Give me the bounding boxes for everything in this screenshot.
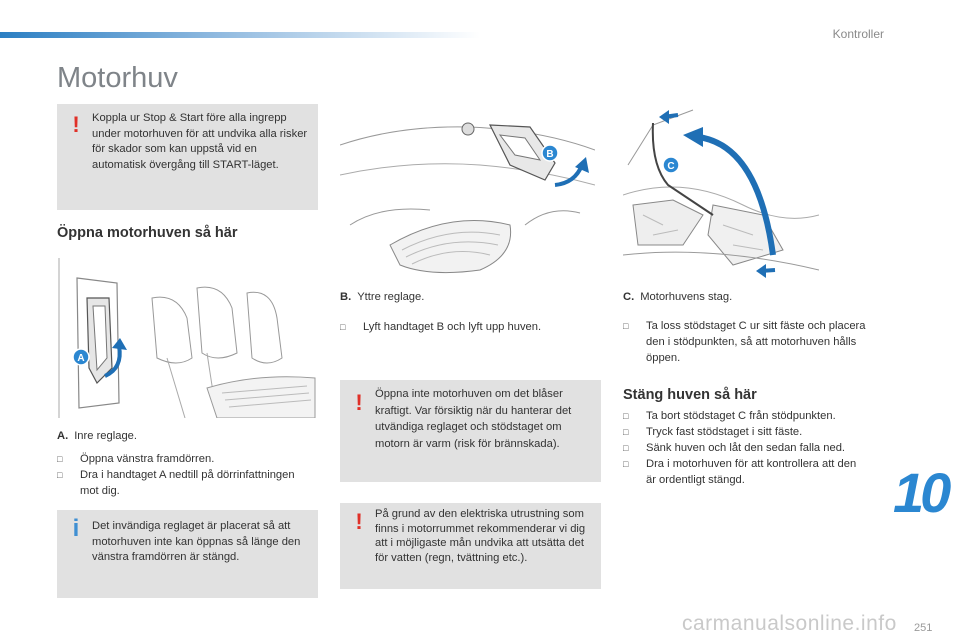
illustration-exterior-release (340, 105, 595, 278)
caption-a-label: A. (57, 430, 69, 442)
open-hood-heading: Öppna motorhuven så här (57, 225, 238, 241)
caption-b-text: Yttre reglage. (357, 291, 425, 303)
list-item: □ Öppna vänstra framdörren. (57, 451, 307, 467)
warning-icon: ! (355, 390, 363, 415)
steps-exterior (340, 319, 595, 335)
list-item: □ Dra i motorhuven för att kontrollera att den är ordentligt stängd. (623, 456, 868, 488)
info-icon: i (72, 515, 80, 542)
steps-interior (57, 451, 307, 499)
list-item: □ Ta loss stödstaget C ur sitt fäste och placera den i stödpunkten, så att motorhuven hålls öppen. (623, 318, 868, 366)
warning-text: På grund av den elektriska utrustning som finns i motorrummet rekommenderar vi dig att i möjligaste mån undvika att utsätta det för vatten (regn, tvättning etc.). (375, 508, 586, 564)
caption-c (623, 291, 732, 303)
watermark: carmanualsonline.info (682, 612, 897, 635)
info-text: Det invändiga reglaget är placerat så att motorhuven inte kan öppnas så länge den vänstra framdörren är stängd. (92, 520, 301, 563)
marker-c: C (667, 161, 675, 172)
caption-a-text: Inre reglage. (74, 430, 138, 442)
page-title: Motorhuv (57, 62, 178, 94)
header-accent-bar (0, 32, 480, 38)
warning-box-electric (340, 503, 601, 589)
page-number: 251 (914, 622, 933, 634)
chapter-number: 10 (893, 461, 948, 524)
illustration-interior-release (57, 258, 318, 418)
list-item: □ Tryck fast stödstaget i sitt fäste. (623, 424, 868, 440)
marker-a: A (77, 353, 85, 364)
list-item: □ Ta bort stödstaget C från stödpunkten. (623, 408, 868, 424)
list-item: □ Dra i handtaget A nedtill på dörrinfattningen mot dig. (57, 467, 307, 499)
caption-c-label: C. (623, 291, 635, 303)
warning-box-stop-start (57, 104, 318, 210)
steps-strut (623, 318, 868, 366)
marker-b: B (546, 149, 554, 160)
caption-b (340, 291, 424, 303)
close-hood-heading: Stäng huven så här (623, 387, 757, 403)
illustration-hood-strut (623, 105, 819, 281)
list-item: □ Sänk huven och låt den sedan falla ned. (623, 440, 868, 456)
section-label: Kontroller (832, 27, 884, 41)
steps-close (623, 408, 868, 488)
info-box-door (57, 510, 318, 598)
warning-text: Öppna inte motorhuven om det blåser kraftigt. Var försiktig när du hanterar det utvändiga reglaget och stödstaget om motorn är varm (risk för brännskada). (375, 388, 572, 450)
list-item: □ Lyft handtaget B och lyft upp huven. (340, 319, 595, 335)
warning-icon: ! (355, 509, 363, 534)
caption-a (57, 430, 137, 442)
warning-box-wind (340, 380, 601, 482)
caption-c-text: Motorhuvens stag. (640, 291, 733, 303)
caption-b-label: B. (340, 291, 352, 303)
warning-text: Koppla ur Stop & Start före alla ingrepp under motorhuven för att undvika alla risker för skador som kan uppstå vid en automatisk övergång till START-läget. (92, 112, 308, 171)
warning-icon: ! (72, 112, 80, 137)
